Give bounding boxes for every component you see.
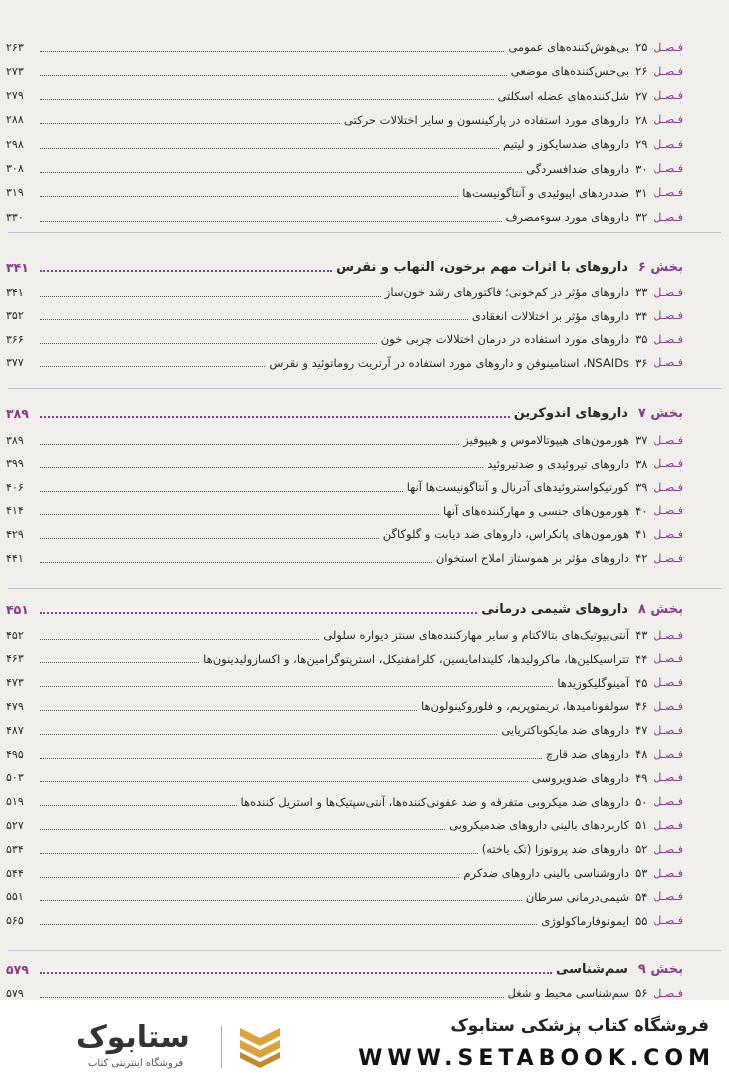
dot-leader [40, 506, 439, 515]
toc-entry[interactable] [6, 60, 683, 82]
logo-text: ستابوک [76, 1020, 190, 1055]
chapter-number: ۳۸ [635, 456, 648, 471]
section-divider [8, 388, 721, 389]
page-number: ۴۷۳ [6, 676, 24, 690]
toc-entry[interactable] [6, 476, 683, 498]
toc-entry[interactable] [6, 547, 683, 569]
page-number: ۲۹۸ [6, 137, 24, 151]
chapter-number: ۴۳ [635, 628, 648, 642]
dot-leader [40, 140, 499, 149]
dot-leader [40, 797, 237, 806]
dot-leader [40, 821, 445, 830]
chapter-number: ۴۲ [635, 551, 648, 565]
chapter-word: فـصـل [653, 795, 683, 809]
footer-banner [0, 1000, 729, 1080]
toc-entry[interactable] [6, 305, 683, 327]
toc-entry[interactable] [6, 838, 683, 860]
chapter-title: داروهای ضدویروسی [531, 770, 630, 785]
page-number: ۳۷۷ [6, 356, 24, 369]
dot-leader [40, 892, 522, 901]
dot-leader [40, 631, 319, 640]
chapter-title: آنتی‌بیوتیک‌های بتالاکتام و سایر مهارکننده‌های سنتز دیواره سلولی [323, 628, 630, 642]
chapter-word: فـصـل [653, 551, 683, 565]
section-heading[interactable] [6, 958, 683, 980]
chapter-word: فـصـل [653, 628, 683, 642]
dot-leader [40, 530, 379, 539]
chapter-title: داروهای ضد میکروبی متفرقه و ضد عفونی‌کننده‌ها، آنتی‌سپتیک‌ها و استریل کننده‌ها [240, 794, 630, 809]
chapter-word: فـصـل [653, 64, 683, 78]
chapter-word: فـصـل [653, 89, 683, 103]
chapter-title: آمینوگلیکوزیدها [557, 675, 630, 690]
page-number: ۴۰۶ [6, 480, 24, 494]
toc-entry[interactable] [6, 352, 683, 374]
page-number: ۳۱۹ [6, 186, 24, 200]
chapter-title: بی‌هوش‌کننده‌های عمومی [508, 40, 630, 54]
section-label: بخش ۶ [637, 259, 683, 275]
chapter-word: فـصـل [653, 480, 683, 494]
page-number: ۳۳۰ [6, 210, 24, 224]
page-number: ۵۱۹ [6, 795, 24, 809]
website-url[interactable]: WWW.SETABOOK.COM [358, 1046, 715, 1071]
toc-entry[interactable] [6, 814, 683, 836]
toc-entry[interactable] [6, 158, 683, 180]
toc-entry[interactable] [6, 500, 683, 522]
page-number: ۴۸۷ [6, 723, 24, 737]
chapter-title: داروهای مورد سوءمصرف [505, 210, 630, 225]
chapter-title: داروشناسی بالینی داروهای ضدکرم [463, 866, 630, 880]
chapter-number: ۳۰ [635, 161, 648, 176]
toc-entry[interactable] [6, 85, 683, 107]
chapter-word: فـصـل [653, 747, 683, 761]
toc-entry[interactable] [6, 206, 683, 228]
page-number: ۲۸۸ [6, 113, 24, 127]
chapter-number: ۵۲ [635, 842, 648, 857]
chapter-title: هورمون‌های پانکراس، داروهای ضد دیابت و گلوکاگن [382, 527, 630, 542]
dot-leader [40, 188, 458, 197]
dot-leader [40, 702, 417, 711]
chapter-title: سولفونامیدها، تریمتوپریم، و فلوروکینولون‌ها [420, 699, 630, 714]
chapter-number: ۳۶ [635, 355, 648, 370]
dot-leader [40, 916, 537, 925]
chapter-title: هورمون‌های جنسی و مهارکننده‌های آنها [443, 503, 630, 518]
dot-leader [40, 654, 199, 663]
toc-entry[interactable] [6, 767, 683, 789]
chapter-word: فـصـل [653, 332, 683, 346]
toc-entry[interactable] [6, 910, 683, 932]
dot-leader [40, 750, 542, 759]
toc-entry[interactable] [6, 672, 683, 694]
chapter-number: ۳۱ [635, 185, 648, 200]
page-number: ۵۷۹ [6, 986, 24, 1000]
dot-leader [40, 989, 504, 998]
chapter-word: فـصـل [653, 137, 683, 151]
toc-entry[interactable] [6, 281, 683, 303]
toc-entry[interactable] [6, 429, 683, 451]
chapter-word: فـصـل [653, 986, 683, 1000]
dot-leader [40, 335, 377, 344]
dot-leader [40, 262, 332, 272]
section-page-number: ۳۸۹ [6, 405, 29, 421]
page-number: ۳۰۸ [6, 162, 24, 175]
toc-entry[interactable] [6, 523, 683, 545]
chapter-title: داروهای مورد استفاده در پارکینسون و سایر اختلالات حرکتی [344, 112, 630, 127]
chapter-title: ضددردهای اپیوئیدی و آنتاگونیست‌ها [462, 185, 630, 200]
chapter-number: ۵۰ [635, 794, 648, 809]
chapter-title: شل‌کننده‌های عضله اسکلتی [497, 88, 630, 103]
toc-entry[interactable] [6, 886, 683, 908]
chapter-number: ۵۵ [635, 913, 648, 928]
page-number: ۴۲۹ [6, 527, 24, 541]
chapter-title: بی‌حس‌کننده‌های موضعی [510, 64, 630, 79]
dot-leader [40, 213, 502, 222]
chapter-number: ۲۵ [635, 40, 648, 54]
chapter-word: فـصـل [653, 527, 683, 541]
dot-leader [40, 773, 528, 782]
chapter-word: فـصـل [653, 676, 683, 690]
chapter-number: ۵۱ [635, 818, 648, 833]
chapter-word: فـصـل [653, 504, 683, 518]
chapter-title: کاربردهای بالینی داروهای ضدمیکروبی [449, 818, 630, 833]
chapter-number: ۵۴ [635, 889, 648, 904]
chapter-word: فـصـل [653, 356, 683, 369]
chapter-word: فـصـل [653, 162, 683, 175]
chapter-number: ۴۵ [635, 675, 648, 690]
toc-entry[interactable] [6, 453, 683, 475]
chapter-number: ۴۴ [635, 651, 648, 666]
chapter-word: فـصـل [653, 914, 683, 928]
chapter-word: فـصـل [653, 186, 683, 200]
section-divider [8, 950, 721, 951]
chapter-title: داروهای مؤثر در کم‌خونی؛ فاکتورهای رشد خون‌ساز [384, 285, 630, 299]
chapter-number: ۲۷ [635, 88, 648, 103]
toc-entry[interactable] [6, 719, 683, 741]
dot-leader [40, 164, 522, 173]
chapter-title: داروهای تیروئیدی و ضدتیروئید [487, 456, 630, 471]
chapter-word: فـصـل [653, 771, 683, 785]
toc-entry[interactable] [6, 862, 683, 884]
chapter-number: ۵۶ [635, 986, 648, 1000]
section-divider [8, 588, 721, 589]
page-number: ۴۵۲ [6, 628, 24, 642]
page-number: ۲۷۹ [6, 89, 24, 103]
dot-leader [40, 845, 478, 854]
section-page-number: ۳۴۱ [6, 259, 29, 275]
chapter-number: ۴۷ [635, 723, 648, 738]
dot-leader [40, 483, 403, 492]
page-number: ۴۱۴ [6, 504, 24, 518]
dot-leader [40, 43, 504, 52]
section-divider [8, 232, 721, 233]
shop-name: فروشگاه کتاب پزشکی ستابوک [450, 1016, 709, 1036]
chapter-title: داروهای ضدسایکوز و لیتیم [502, 137, 630, 152]
chapter-title: ایمونوفارماکولوژی [541, 913, 630, 928]
chapter-word: فـصـل [653, 309, 683, 322]
dot-leader [40, 91, 494, 100]
dot-leader [40, 678, 553, 687]
section-label: بخش ۸ [637, 601, 683, 617]
page-number: ۵۵۱ [6, 890, 24, 904]
chapter-title: داروهای مؤثر بر اختلالات انعقادی [471, 308, 630, 323]
dot-leader [40, 869, 459, 878]
section-title: داروهای با اثرات مهم برخون، التهاب و نقرس [336, 259, 628, 275]
page-number: ۵۶۵ [6, 914, 24, 928]
dot-leader [40, 726, 497, 735]
section-heading[interactable] [6, 402, 683, 424]
toc-entry[interactable] [6, 648, 683, 670]
chapter-title: داروهای مورد استفاده در درمان اختلالات چربی خون [380, 332, 630, 346]
chapter-number: ۲۶ [635, 64, 648, 79]
section-label: بخش ۷ [637, 405, 683, 421]
chapter-number: ۵۳ [635, 866, 648, 880]
chapter-title: داروهای ضد مایکوباکتریایی [501, 723, 630, 738]
toc-entry[interactable] [6, 36, 683, 58]
chapter-word: فـصـل [653, 723, 683, 737]
dot-leader [40, 964, 552, 974]
logo-subtitle: فروشگاه اینترنتی کتاب [88, 1058, 184, 1069]
chapter-title: هورمون‌های هیپوتالاموس و هیپوفیز [463, 433, 630, 447]
chapter-number: ۴۹ [635, 770, 648, 785]
page-number: ۲۷۳ [6, 64, 24, 78]
toc-entry[interactable] [6, 743, 683, 765]
page-number: ۳۶۶ [6, 332, 24, 346]
toc-entry[interactable] [6, 695, 683, 717]
page-number: ۴۷۹ [6, 699, 24, 713]
chapter-word: فـصـل [653, 818, 683, 832]
chapter-word: فـصـل [653, 40, 683, 54]
toc-entry[interactable] [6, 109, 683, 131]
dot-leader [40, 459, 483, 468]
page-number: ۴۹۵ [6, 747, 24, 761]
chapter-title: سم‌شناسی محیط و شغل [507, 986, 630, 1000]
chapter-number: ۴۱ [635, 527, 648, 542]
chapter-number: ۳۳ [635, 285, 648, 299]
page-number: ۳۹۹ [6, 457, 24, 471]
dot-leader [40, 554, 432, 563]
chapter-number: ۲۸ [635, 112, 648, 127]
chapter-number: ۳۵ [635, 332, 648, 346]
section-title: داروهای شیمی درمانی [481, 601, 628, 617]
dot-leader [40, 408, 510, 418]
toc-entry[interactable] [6, 182, 683, 204]
chapter-number: ۴۰ [635, 503, 648, 518]
section-page-number: ۵۷۹ [6, 961, 29, 977]
section-page-number: ۴۵۱ [6, 601, 29, 617]
chapter-title: NSAIDs، استامینوفن و داروهای مورد استفاده در آرتریت روماتوئید و نقرس [269, 355, 630, 370]
page-number: ۲۶۳ [6, 40, 24, 54]
chapter-word: فـصـل [653, 210, 683, 224]
chapter-word: فـصـل [653, 699, 683, 713]
chapter-word: فـصـل [653, 433, 683, 447]
setabook-logo [36, 1014, 286, 1070]
dot-leader [40, 311, 468, 320]
toc-entry[interactable] [6, 328, 683, 350]
chapter-word: فـصـل [653, 457, 683, 471]
dot-leader [40, 604, 477, 614]
page-number: ۵۴۴ [6, 866, 24, 880]
dot-leader [40, 115, 340, 124]
section-label: بخش ۹ [637, 961, 683, 977]
chapter-title: داروهای ضد قارچ [545, 747, 630, 761]
chapter-number: ۴۸ [635, 747, 648, 761]
dot-leader [40, 288, 381, 297]
chapter-number: ۳۷ [635, 433, 648, 447]
chapter-number: ۲۹ [635, 137, 648, 152]
chapter-number: ۳۹ [635, 480, 648, 495]
chapter-word: فـصـل [653, 285, 683, 299]
chapter-title: تتراسیکلین‌ها، ماکرولیدها، کلیندامایسین، کلرامفنیکل، استرپتوگرامین‌ها، و اکسازولیدینون‌ها [203, 651, 630, 666]
chapter-word: فـصـل [653, 842, 683, 856]
toc-entry[interactable] [6, 791, 683, 813]
section-title: داروهای اندوکرین [513, 405, 628, 421]
page-number: ۴۴۱ [6, 551, 24, 565]
chapter-title: داروهای ضدافسردگی [526, 161, 630, 176]
dot-leader [40, 436, 459, 445]
section-heading[interactable] [6, 256, 683, 278]
chapter-number: ۴۶ [635, 699, 648, 714]
book-stack-icon [236, 1024, 284, 1068]
chapter-number: ۳۴ [635, 308, 648, 323]
section-heading[interactable] [6, 598, 683, 620]
page-number: ۳۴۱ [6, 285, 24, 299]
chapter-word: فـصـل [653, 652, 683, 666]
toc-entry[interactable] [6, 133, 683, 155]
dot-leader [40, 67, 507, 76]
page-number: ۳۸۹ [6, 433, 24, 447]
page-number: ۳۵۲ [6, 309, 24, 322]
dot-leader [40, 358, 265, 367]
chapter-word: فـصـل [653, 113, 683, 127]
chapter-title: داروهای ضد پروتوزا (تک یاخته) [481, 842, 630, 857]
chapter-number: ۳۲ [635, 210, 648, 225]
page-number: ۴۶۳ [6, 652, 24, 666]
page-number: ۵۲۷ [6, 818, 24, 832]
toc-entry[interactable] [6, 624, 683, 646]
chapter-word: فـصـل [653, 890, 683, 904]
logo-divider [221, 1026, 222, 1068]
chapter-title: کورتیکواستروئیدهای آدرنال و آنتاگونیست‌ها آنها [406, 480, 630, 495]
section-title: سم‌شناسی [556, 961, 628, 977]
chapter-title: شیمی‌درمانی سرطان [525, 889, 630, 904]
chapter-title: داروهای مؤثر بر هموستاز املاح استخوان [435, 551, 630, 565]
page-number: ۵۳۴ [6, 842, 24, 856]
page-number: ۵۰۳ [6, 771, 24, 785]
chapter-word: فـصـل [653, 866, 683, 880]
